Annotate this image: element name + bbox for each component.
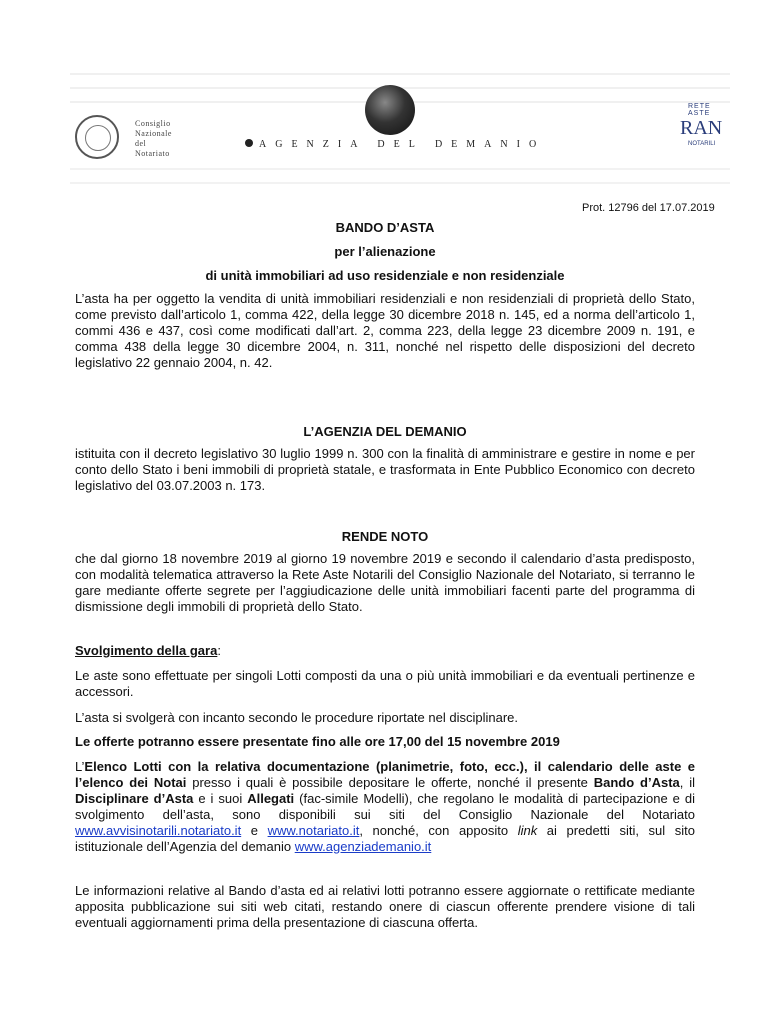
bleed-through [70, 165, 730, 195]
rende-noto-heading: RENDE NOTO [341, 529, 429, 544]
link-avvisinotarili[interactable]: www.avvisinotarili.notariato.it [75, 823, 242, 838]
link-word: link [517, 823, 538, 838]
elenco-paragraph: L’Elenco Lotti con la relativa documentazione (planimetrie, foto, ecc.), il calendario delle aste e l’elenco dei Notai presso i quali è possibile depositare le offerte, nonché il presente Bando d’Asta, il Disciplinare d’Asta e i suoi Allegati (fac-simile Modelli), che regolano le modalità di partecipazione e di svolgimento dell’asta, sono disponibili sui siti del Consiglio Nazionale del Notariato www.avvisinotarili.notariato.it e www.notariato.it, nonché, con apposito link ai predetti siti, sul sito istituzionale dell’Agenzia del demanio www.agenziademanio.it [75, 759, 695, 854]
ran-arc-text: RETE ASTE [688, 103, 711, 117]
final-paragraph: Le informazioni relative al Bando d’asta ed ai relativi lotti potranno essere aggiornate o rettificate mediante apposita pubblicazione sui siti web citati, restando onere di ciascun offerente prendere visione di tali eventuali aggiornamenti prima della presentazione di ciascuna offerta. [75, 883, 695, 930]
title-bando: BANDO D’ASTA [335, 220, 435, 235]
agenzia-dot-icon [245, 139, 253, 147]
protocol-stamp: Prot. 12796 del 17.07.2019 [582, 202, 715, 214]
svolgimento-paragraph-1: Le aste sono effettuate per singoli Lotti composti da una o più unità immobiliari e da eventuali pertinenze e accessori. [75, 668, 695, 699]
notariato-seal-icon [75, 115, 119, 159]
ran-logo-text: RAN [680, 117, 723, 139]
svolgimento-heading: Svolgimento della gara: [75, 643, 221, 658]
deadline-statement: Le offerte potranno essere presentate fino alle ore 17,00 del 15 novembre 2019 [75, 734, 560, 749]
link-notariato[interactable]: www.notariato.it [267, 823, 360, 838]
agenzia-wordmark: AGENZIA DEL DEMANIO [245, 139, 545, 150]
letterhead [75, 85, 725, 165]
agency-heading: L’AGENZIA DEL DEMANIO [303, 424, 467, 439]
svolgimento-paragraph-2: L’asta si svolgerà con incanto secondo le procedure riportate nel disciplinare. [75, 710, 518, 725]
ran-logo [670, 103, 732, 165]
ran-sub-text: NOTARILI [688, 141, 716, 147]
title-unita: di unità immobiliari ad uso residenziale e non residenziale [205, 268, 565, 283]
title-alienazione: per l’alienazione [334, 244, 436, 259]
rende-noto-paragraph: che dal giorno 18 novembre 2019 al giorno 19 novembre 2019 e secondo il calendario d’asta predisposto, con modalità telematica attraverso la Rete Aste Notarili del Consiglio Nazionale del Notariato, si terranno le gare mediante offerte segrete per l’aggiudicazione delle unità immobiliari facenti parte del programma di dismissione degli immobili di proprietà dello Stato. [75, 551, 695, 614]
notariato-name: Consiglio Nazionale del Notariato [135, 119, 172, 158]
intro-paragraph: L’asta ha per oggetto la vendita di unità immobiliari residenziali e non residenziali di proprietà dello Stato, come previsto dall’articolo 1, comma 422, della legge 30 dicembre 2018 n. 145, ed a norma dell’articolo 1, commi 436 e 437, così come modificati dall’art. 2, comma 223, della legge 23 dicembre 2009 n. 191, e comma 438 della legge 30 dicembre 2004, n. 311, nonché nel rispetto delle disposizioni del decreto legislativo 22 gennaio 2004, n. 42. [75, 291, 695, 370]
agency-paragraph: istituita con il decreto legislativo 30 luglio 1999 n. 300 con la finalità di amministrare e gestire in nome e per conto dello Stato i beni immobili di proprietà statale, e trasformata in Ente Pubblico Economico con decreto legislativo del 03.07.2003 n. 173. [75, 446, 695, 493]
link-agenziademanio[interactable]: www.agenziademanio.it [294, 839, 432, 854]
agenzia-globe-icon [365, 85, 415, 135]
